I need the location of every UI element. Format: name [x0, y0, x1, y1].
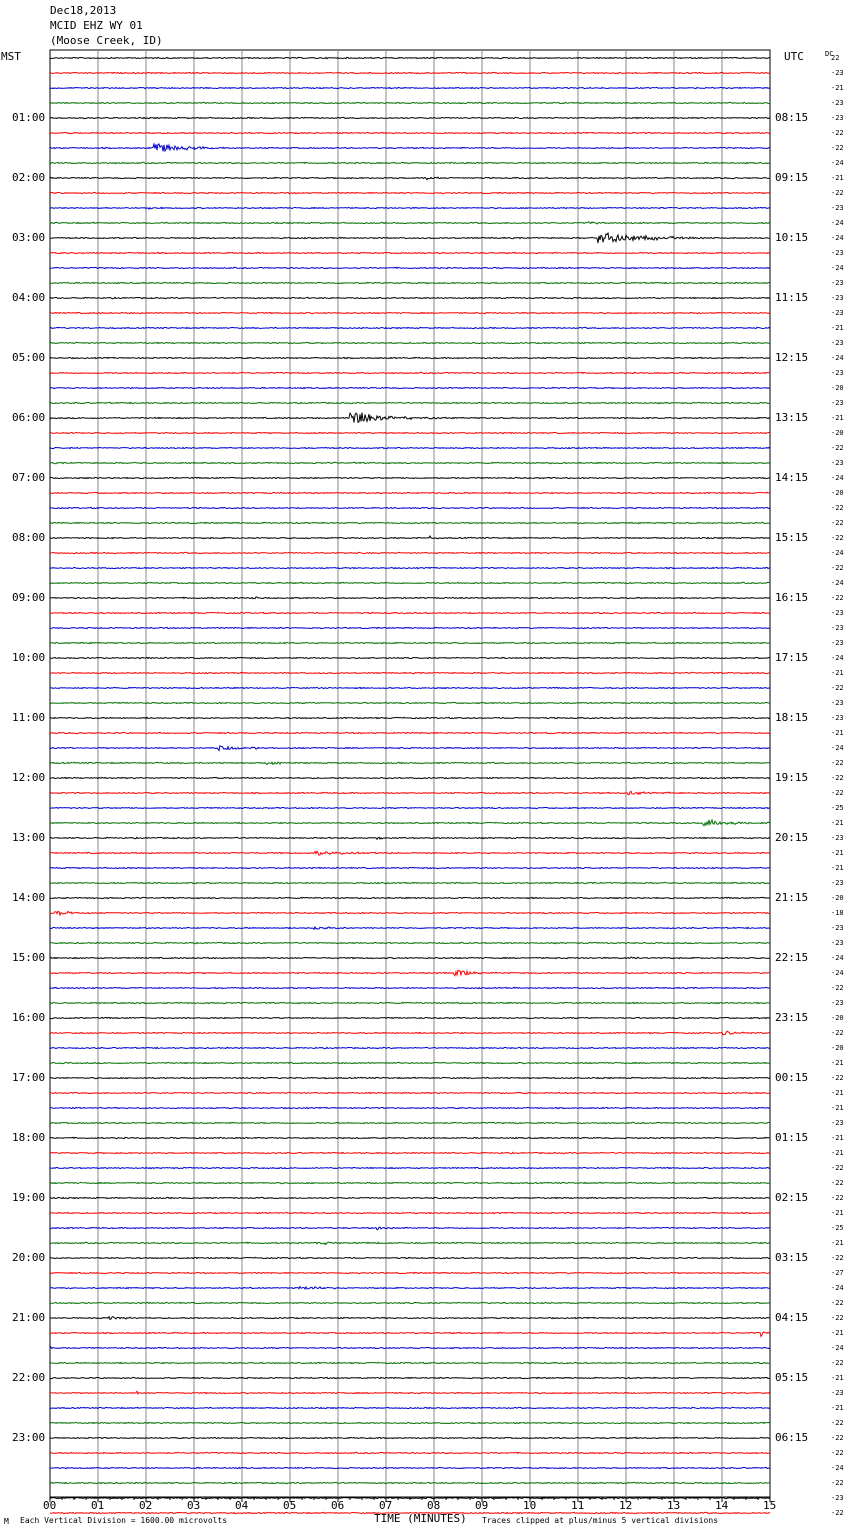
- dc-offset-label: -23: [831, 1494, 844, 1502]
- seismic-trace: [50, 297, 770, 298]
- x-tick-label: 12: [619, 1499, 633, 1512]
- mst-hour-label: 09:00: [12, 591, 46, 604]
- dc-offset-label: -24: [831, 549, 844, 557]
- seismic-trace: [50, 387, 770, 388]
- dc-offset-label: -21: [831, 1209, 844, 1217]
- dc-offset-label: -23: [831, 99, 844, 107]
- dc-offset-label: -23: [831, 1119, 844, 1127]
- dc-offset-label: -24: [831, 354, 844, 362]
- dc-offset-label: -20: [831, 894, 844, 902]
- seismic-trace: [50, 402, 770, 403]
- mst-hour-label: 19:00: [12, 1191, 46, 1204]
- seismic-trace: [50, 1107, 770, 1108]
- seismic-trace: [50, 87, 770, 88]
- seismic-trace: [50, 657, 770, 658]
- mst-hour-label: 03:00: [12, 231, 46, 244]
- dc-offset-label: -22: [831, 1479, 844, 1487]
- dc-offset-label: -21: [831, 324, 844, 332]
- utc-hour-label: 05:15: [775, 1371, 809, 1384]
- mst-hour-label: 05:00: [12, 351, 46, 364]
- seismic-trace: [50, 1257, 770, 1258]
- utc-hour-label: 15:15: [775, 531, 809, 544]
- seismic-trace: [50, 867, 770, 868]
- seismic-trace: [50, 1362, 770, 1363]
- mst-hour-label: 08:00: [12, 531, 46, 544]
- seismic-trace: [50, 1422, 770, 1423]
- dc-offset-label: -22: [831, 504, 844, 512]
- seismic-trace: [50, 897, 770, 898]
- mst-hour-label: 02:00: [12, 171, 46, 184]
- seismic-trace: [50, 552, 770, 553]
- seismic-trace: [50, 447, 770, 448]
- dc-offset-label: -25: [831, 1224, 844, 1232]
- x-tick-label: 14: [715, 1499, 729, 1512]
- seismic-trace: [50, 1317, 770, 1320]
- dc-offset-label: -21: [831, 1149, 844, 1157]
- utc-hour-label: 14:15: [775, 471, 809, 484]
- seismic-trace: [50, 312, 770, 313]
- utc-hour-label: 21:15: [775, 891, 809, 904]
- dc-offset-label: -22: [831, 1179, 844, 1187]
- dc-offset-label: -21: [831, 849, 844, 857]
- dc-offset-label: -24: [831, 474, 844, 482]
- seismic-trace: [50, 432, 770, 433]
- dc-offset-label: -22: [831, 1419, 844, 1427]
- seismic-trace: [50, 233, 770, 243]
- dc-offset-label: -23: [831, 609, 844, 617]
- utc-hour-label: 18:15: [775, 711, 809, 724]
- seismic-trace: [50, 327, 770, 328]
- seismic-trace: [50, 192, 770, 193]
- seismic-trace: [50, 1391, 770, 1394]
- dc-offset-label: -22: [831, 759, 844, 767]
- seismic-trace: [50, 57, 770, 58]
- seismic-trace: [50, 1062, 770, 1063]
- seismic-trace: [50, 1377, 770, 1378]
- dc-offset-label: -24: [831, 219, 844, 227]
- x-axis-title: TIME (MINUTES): [374, 1512, 467, 1525]
- seismic-trace: [50, 1152, 770, 1153]
- seismic-trace: [50, 642, 770, 643]
- seismic-trace: [50, 1272, 770, 1273]
- seismic-trace: [50, 582, 770, 583]
- seismic-trace: [50, 1407, 770, 1408]
- utc-hour-label: 10:15: [775, 231, 809, 244]
- dc-offset-label: -21: [831, 1089, 844, 1097]
- dc-offset-label: -24: [831, 264, 844, 272]
- logo: M: [4, 1517, 9, 1526]
- dc-offset-label: -22: [831, 1194, 844, 1202]
- dc-offset-label: -24: [831, 654, 844, 662]
- dc-offset-label: -22: [831, 1164, 844, 1172]
- dc-offset-label: -22: [831, 444, 844, 452]
- seismic-trace: [50, 177, 770, 180]
- x-tick-label: 09: [475, 1499, 489, 1512]
- seismic-trace: [50, 882, 770, 883]
- x-tick-label: 13: [667, 1499, 681, 1512]
- seismic-trace: [50, 1077, 770, 1078]
- dc-offset-label: -24: [831, 969, 844, 977]
- seismic-trace: [50, 1302, 770, 1303]
- dc-offset-label: -20: [831, 429, 844, 437]
- seismic-trace: [50, 72, 770, 73]
- seismic-trace: [50, 207, 770, 209]
- dc-offset-label: -23: [831, 624, 844, 632]
- clip-note: Traces clipped at plus/minus 5 vertical divisions: [482, 1516, 719, 1525]
- dc-offset-label: -23: [831, 294, 844, 302]
- x-tick-label: 06: [331, 1499, 345, 1512]
- dc-offset-label: -24: [831, 744, 844, 752]
- x-tick-label: 07: [379, 1499, 393, 1512]
- x-tick-label: 15: [763, 1499, 777, 1512]
- dc-offset-label: -21: [831, 669, 844, 677]
- dc-offset-label: -22: [831, 564, 844, 572]
- seismic-trace: [50, 507, 770, 508]
- seismic-trace: [50, 1332, 770, 1336]
- utc-hour-label: 06:15: [775, 1431, 809, 1444]
- seismic-trace: [50, 911, 770, 915]
- dc-offset-label: -24: [831, 234, 844, 242]
- seismic-trace: [50, 837, 770, 839]
- utc-hour-label: 00:15: [775, 1071, 809, 1084]
- mst-hour-label: 18:00: [12, 1131, 46, 1144]
- seismic-trace: [50, 1182, 770, 1183]
- dc-offset-label: -22: [831, 1254, 844, 1262]
- dc-offset-label: -24: [831, 579, 844, 587]
- utc-hour-label: 20:15: [775, 831, 809, 844]
- dc-offset-label: -22: [831, 984, 844, 992]
- seismic-trace: [50, 672, 770, 673]
- seismic-trace: [50, 1002, 770, 1003]
- seismic-trace: [50, 267, 770, 268]
- dc-offset-label: -22: [831, 144, 844, 152]
- mst-hour-label: 06:00: [12, 411, 46, 424]
- mst-hour-label: 11:00: [12, 711, 46, 724]
- dc-offset-label: -23: [831, 339, 844, 347]
- mst-hour-label: 20:00: [12, 1251, 46, 1264]
- x-tick-label: 10: [523, 1499, 537, 1512]
- dc-offset-label: -23: [831, 834, 844, 842]
- dc-offset-label: -22: [831, 684, 844, 692]
- mst-hour-label: 21:00: [12, 1311, 46, 1324]
- mst-hour-label: 16:00: [12, 1011, 46, 1024]
- mst-hour-label: 12:00: [12, 771, 46, 784]
- dc-offset-label: -22: [831, 1299, 844, 1307]
- seismic-trace: [50, 372, 770, 373]
- x-tick-label: 08: [427, 1499, 441, 1512]
- x-tick-label: 03: [187, 1499, 201, 1512]
- seismic-trace: [50, 1437, 770, 1438]
- dc-offset-label: -27: [831, 1269, 844, 1277]
- x-tick-label: 04: [235, 1499, 249, 1512]
- dc-offset-label: -22: [831, 1314, 844, 1322]
- dc-offset-label: -20: [831, 1044, 844, 1052]
- mst-hour-label: 01:00: [12, 111, 46, 124]
- dc-offset-label: -22: [831, 534, 844, 542]
- dc-offset-label: -21: [831, 84, 844, 92]
- utc-hour-label: 08:15: [775, 111, 809, 124]
- dc-offset-label: -22: [831, 1449, 844, 1457]
- mst-hour-label: 07:00: [12, 471, 46, 484]
- seismic-trace: [50, 567, 770, 568]
- station-name: MCID EHZ WY 01: [50, 19, 143, 32]
- dc-offset-label: -20: [831, 384, 844, 392]
- seismic-trace: [50, 252, 770, 253]
- dc-offset-label: -23: [831, 114, 844, 122]
- dc-offset-label: -23: [831, 939, 844, 947]
- utc-hour-label: 22:15: [775, 951, 809, 964]
- utc-hour-label: 19:15: [775, 771, 809, 784]
- utc-hour-label: 17:15: [775, 651, 809, 664]
- dc-offset-label: 22: [831, 54, 840, 62]
- seismic-trace: [50, 927, 770, 929]
- dc-offset-label: -23: [831, 369, 844, 377]
- dc-offset-label: -25: [831, 804, 844, 812]
- dc-offset-label: -23: [831, 249, 844, 257]
- seismic-trace: [50, 1227, 770, 1230]
- utc-hour-label: 23:15: [775, 1011, 809, 1024]
- mst-hour-label: 04:00: [12, 291, 46, 304]
- seismic-trace: [50, 282, 770, 283]
- dc-offset-label: -22: [831, 129, 844, 137]
- dc-offset-label: -22: [831, 1509, 844, 1517]
- seismic-trace: [50, 1482, 770, 1483]
- seismic-trace: [50, 627, 770, 628]
- dc-offset-label: -21: [831, 864, 844, 872]
- dc-offset-label: -23: [831, 279, 844, 287]
- seismic-trace: [50, 1197, 770, 1198]
- seismic-trace: [50, 522, 770, 523]
- utc-hour-label: 13:15: [775, 411, 809, 424]
- utc-hour-label: 02:15: [775, 1191, 809, 1204]
- seismic-trace: [50, 791, 770, 795]
- dc-offset-label: -23: [831, 309, 844, 317]
- seismic-trace: [50, 536, 770, 539]
- seismic-trace: [50, 1092, 770, 1093]
- dc-offset-label: -18: [831, 909, 844, 917]
- dc-offset-label: -23: [831, 399, 844, 407]
- mst-label: MST: [1, 50, 21, 63]
- utc-hour-label: 03:15: [775, 1251, 809, 1264]
- x-tick-label: 11: [571, 1499, 585, 1512]
- utc-hour-label: 09:15: [775, 171, 809, 184]
- dc-offset-label: -22: [831, 519, 844, 527]
- seismic-trace: [50, 820, 770, 826]
- dc-offset-label: -24: [831, 159, 844, 167]
- dc-offset-label: -22: [831, 1074, 844, 1082]
- seismic-trace: [50, 612, 770, 613]
- seismic-trace: [50, 687, 770, 688]
- dc-offset-label: -23: [831, 879, 844, 887]
- seismic-trace: [50, 492, 770, 493]
- seismic-trace: [50, 746, 770, 751]
- seismic-trace: [50, 132, 770, 133]
- seismic-trace: [50, 462, 770, 463]
- seismic-trace: [50, 1346, 770, 1349]
- x-tick-label: 01: [91, 1499, 105, 1512]
- seismic-trace: [50, 342, 770, 343]
- dc-offset-label: -23: [831, 69, 844, 77]
- seismic-trace: [50, 1017, 770, 1018]
- x-tick-label: 00: [43, 1499, 57, 1512]
- mst-hour-label: 22:00: [12, 1371, 46, 1384]
- dc-offset-label: -23: [831, 1389, 844, 1397]
- dc-offset-label: -21: [831, 1404, 844, 1412]
- dc-offset-label: -21: [831, 1104, 844, 1112]
- seismic-trace: [50, 777, 770, 778]
- seismic-trace: [50, 1467, 770, 1468]
- seismic-trace: [50, 1031, 770, 1035]
- dc-offset-label: -23: [831, 459, 844, 467]
- dc-offset-label: -21: [831, 1374, 844, 1382]
- utc-hour-label: 11:15: [775, 291, 809, 304]
- dc-offset-label: -23: [831, 924, 844, 932]
- utc-label: UTC: [784, 50, 804, 63]
- utc-hour-label: 01:15: [775, 1131, 809, 1144]
- dc-offset-label: -22: [831, 1029, 844, 1037]
- dc-offset-label: -23: [831, 714, 844, 722]
- dc-offset-label: -23: [831, 999, 844, 1007]
- utc-hour-label: 12:15: [775, 351, 809, 364]
- dc-offset-label: -21: [831, 1239, 844, 1247]
- dc-offset-label: -20: [831, 489, 844, 497]
- dc-offset-label: -24: [831, 1344, 844, 1352]
- seismic-trace: [50, 413, 770, 423]
- seismic-trace: [50, 1212, 770, 1213]
- plot-date: Dec18,2013: [50, 4, 117, 17]
- seismic-trace: [50, 942, 770, 943]
- seismic-trace: [50, 102, 770, 103]
- seismic-trace: [50, 1287, 770, 1289]
- seismic-trace: [50, 957, 770, 959]
- seismic-trace: [50, 222, 770, 224]
- mst-hour-label: 17:00: [12, 1071, 46, 1084]
- dc-offset-label: -23: [831, 204, 844, 212]
- dc-offset-label: -22: [831, 1434, 844, 1442]
- dc-offset-label: -24: [831, 954, 844, 962]
- seismic-trace: [50, 1122, 770, 1123]
- seismic-trace: [50, 970, 770, 975]
- seismic-trace: [50, 1137, 770, 1138]
- dc-offset-label: -22: [831, 774, 844, 782]
- mst-hour-label: 15:00: [12, 951, 46, 964]
- seismic-trace: [50, 807, 770, 808]
- dc-offset-label: -22: [831, 789, 844, 797]
- utc-hour-label: 04:15: [775, 1311, 809, 1324]
- x-tick-label: 05: [283, 1499, 297, 1512]
- dc-offset-label: -23: [831, 639, 844, 647]
- station-location: (Moose Creek, ID): [50, 34, 163, 47]
- seismic-trace: [50, 717, 770, 718]
- dc-offset-label: -23: [831, 699, 844, 707]
- dc-offset-label: -21: [831, 819, 844, 827]
- dc-offset-label: -20: [831, 1014, 844, 1022]
- seismic-trace: [50, 162, 770, 163]
- mst-hour-label: 23:00: [12, 1431, 46, 1444]
- seismic-trace: [50, 1047, 770, 1048]
- x-tick-label: 02: [139, 1499, 153, 1512]
- seismic-trace: [50, 1452, 770, 1453]
- mst-hour-label: 13:00: [12, 831, 46, 844]
- dc-offset-label: -21: [831, 1059, 844, 1067]
- mst-hour-label: 14:00: [12, 891, 46, 904]
- dc-offset-label: -22: [831, 189, 844, 197]
- seismic-trace: [50, 1242, 770, 1244]
- seismic-trace: [50, 1167, 770, 1168]
- seismic-trace: [50, 732, 770, 733]
- dc-offset-label: -21: [831, 1134, 844, 1142]
- dc-offset-label: -22: [831, 1359, 844, 1367]
- seismic-trace: [50, 762, 770, 764]
- dc-offset-label: -24: [831, 1284, 844, 1292]
- dc-offset-label: -21: [831, 729, 844, 737]
- seismic-trace: [50, 144, 770, 151]
- scale-note: Each Vertical Division = 1600.00 microvolts: [20, 1516, 228, 1525]
- seismic-trace: [50, 987, 770, 988]
- utc-hour-label: 16:15: [775, 591, 809, 604]
- dc-label: DC: [825, 50, 834, 58]
- seismic-trace: [50, 477, 770, 478]
- dc-offset-label: -22: [831, 594, 844, 602]
- dc-offset-label: -21: [831, 174, 844, 182]
- seismic-trace: [50, 702, 770, 703]
- dc-offset-label: -21: [831, 414, 844, 422]
- seismic-trace: [50, 117, 770, 118]
- seismic-trace: [50, 597, 770, 599]
- dc-offset-label: -24: [831, 1464, 844, 1472]
- seismic-trace: [50, 851, 770, 855]
- seismic-trace: [50, 357, 770, 358]
- mst-hour-label: 10:00: [12, 651, 46, 664]
- dc-offset-label: -21: [831, 1329, 844, 1337]
